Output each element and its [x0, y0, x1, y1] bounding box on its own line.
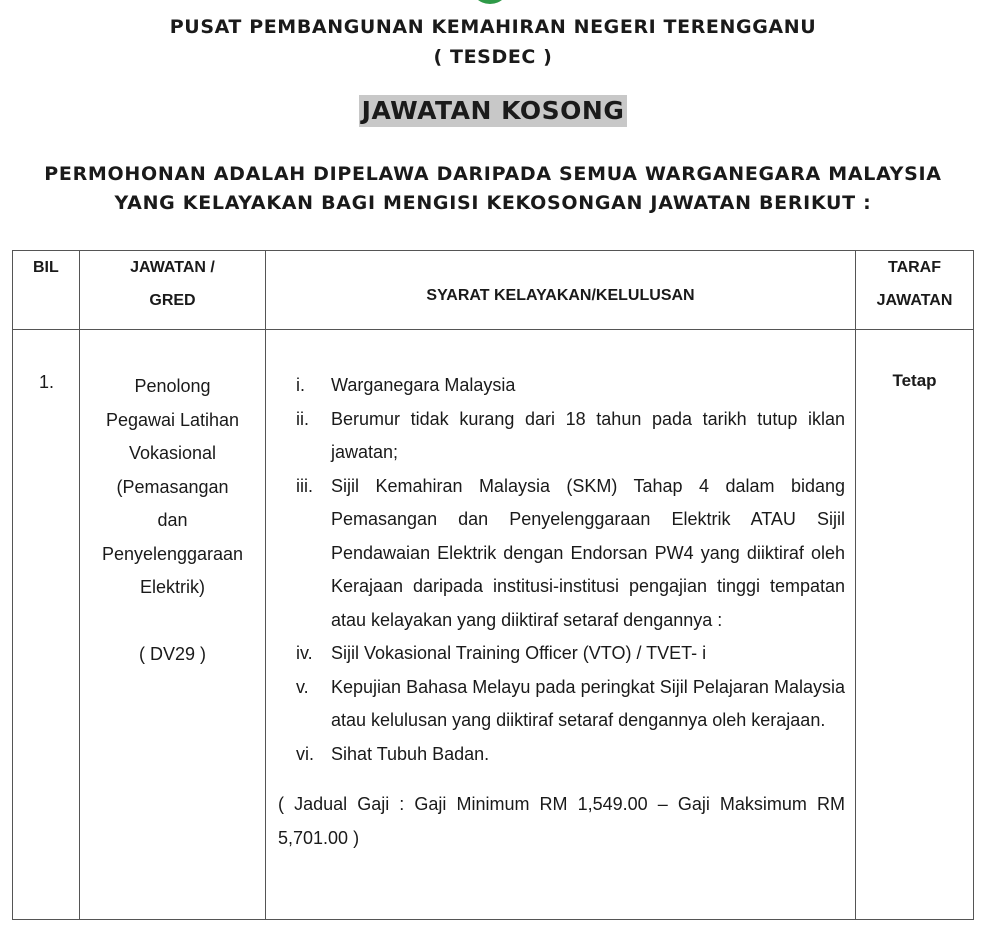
salary-scale: ( Jadual Gaji : Gaji Minimum RM 1,549.00 – Gaji Maksimum RM 5,701.00 )	[278, 794, 845, 848]
row-taraf: Tetap	[856, 330, 974, 920]
row-syarat	[266, 330, 856, 920]
header-jawatan	[80, 251, 266, 330]
jawatan-line: Vokasional	[128, 443, 217, 463]
header-taraf-line1: TARAF	[887, 259, 942, 276]
notice-line-1: PERMOHONAN ADALAH DIPELAWA DARIPADA SEMUA WARGANEGARA MALAYSIA	[44, 163, 942, 185]
list-item	[276, 738, 845, 772]
jawatan-line: (Pemasangan	[116, 476, 229, 497]
jawatan-line: Penolong	[134, 376, 211, 396]
requirement-text: Sijil Vokasional Training Officer (VTO) / TVET- i	[331, 643, 707, 663]
header-jawatan-line2: GRED	[149, 292, 196, 309]
requirement-number: ii.	[296, 408, 309, 429]
requirement-number: vi.	[296, 743, 314, 764]
list-item	[276, 671, 845, 738]
header-bil: BIL	[13, 251, 80, 330]
requirement-number: iii.	[296, 475, 313, 496]
requirement-text: Kepujian Bahasa Melayu pada peringkat Sijil Pelajaran Malaysia atau kelulusan yang diiktiraf setaraf dengannya oleh kerajaan.	[331, 676, 845, 730]
header-taraf-line2: JAWATAN	[876, 292, 953, 309]
gred-label: ( DV29 )	[138, 644, 207, 664]
requirement-number: v.	[296, 676, 309, 697]
requirement-text: Warganegara Malaysia	[331, 375, 516, 395]
header-jawatan-line1: JAWATAN /	[130, 259, 215, 276]
jawatan-line: Elektrik)	[139, 577, 205, 597]
requirement-text: Berumur tidak kurang dari 18 tahun pada tarikh tutup iklan jawatan;	[331, 408, 845, 462]
requirement-text: Sihat Tubuh Badan.	[331, 743, 490, 764]
header-syarat: SYARAT KELAYAKAN/KELULUSAN	[266, 251, 856, 330]
jawatan-line: dan	[157, 510, 188, 530]
table-header-row	[13, 251, 974, 330]
requirement-text: Sijil Kemahiran Malaysia (SKM) Tahap 4 dalam bidang Pemasangan dan Penyelenggaraan Elektrik ATAU Sijil Pendawaian Elektrik dengan Endorsan PW4 yang diiktiraf oleh Kerajaan daripada institusi-institusi pengajian tinggi tempatan atau kelayakan yang diiktiraf setaraf dengannya :	[331, 475, 845, 630]
row-jawatan	[80, 330, 266, 920]
row-bil: 1.	[13, 330, 80, 920]
logo-icon	[470, 0, 510, 4]
list-item	[276, 470, 845, 638]
jawatan-line: Pegawai Latihan	[105, 409, 240, 430]
list-item	[276, 369, 845, 403]
jawatan-line: Penyelenggaraan	[101, 543, 244, 564]
list-item	[276, 637, 845, 671]
requirement-number: iv.	[296, 643, 313, 663]
organization-abbreviation: ( TESDEC )	[433, 46, 553, 68]
requirements-list	[276, 369, 845, 771]
organization-name: PUSAT PEMBANGUNAN KEMAHIRAN NEGERI TERENGGANU	[169, 16, 817, 38]
list-item	[276, 403, 845, 470]
page-title: JAWATAN KOSONG	[359, 95, 628, 127]
table-row	[13, 330, 974, 920]
vacancy-table	[12, 250, 974, 920]
requirement-number: i.	[296, 375, 305, 395]
notice-line-2: YANG KELAYAKAN BAGI MENGISI KEKOSONGAN JAWATAN BERIKUT :	[114, 192, 872, 214]
header-taraf	[856, 251, 974, 330]
